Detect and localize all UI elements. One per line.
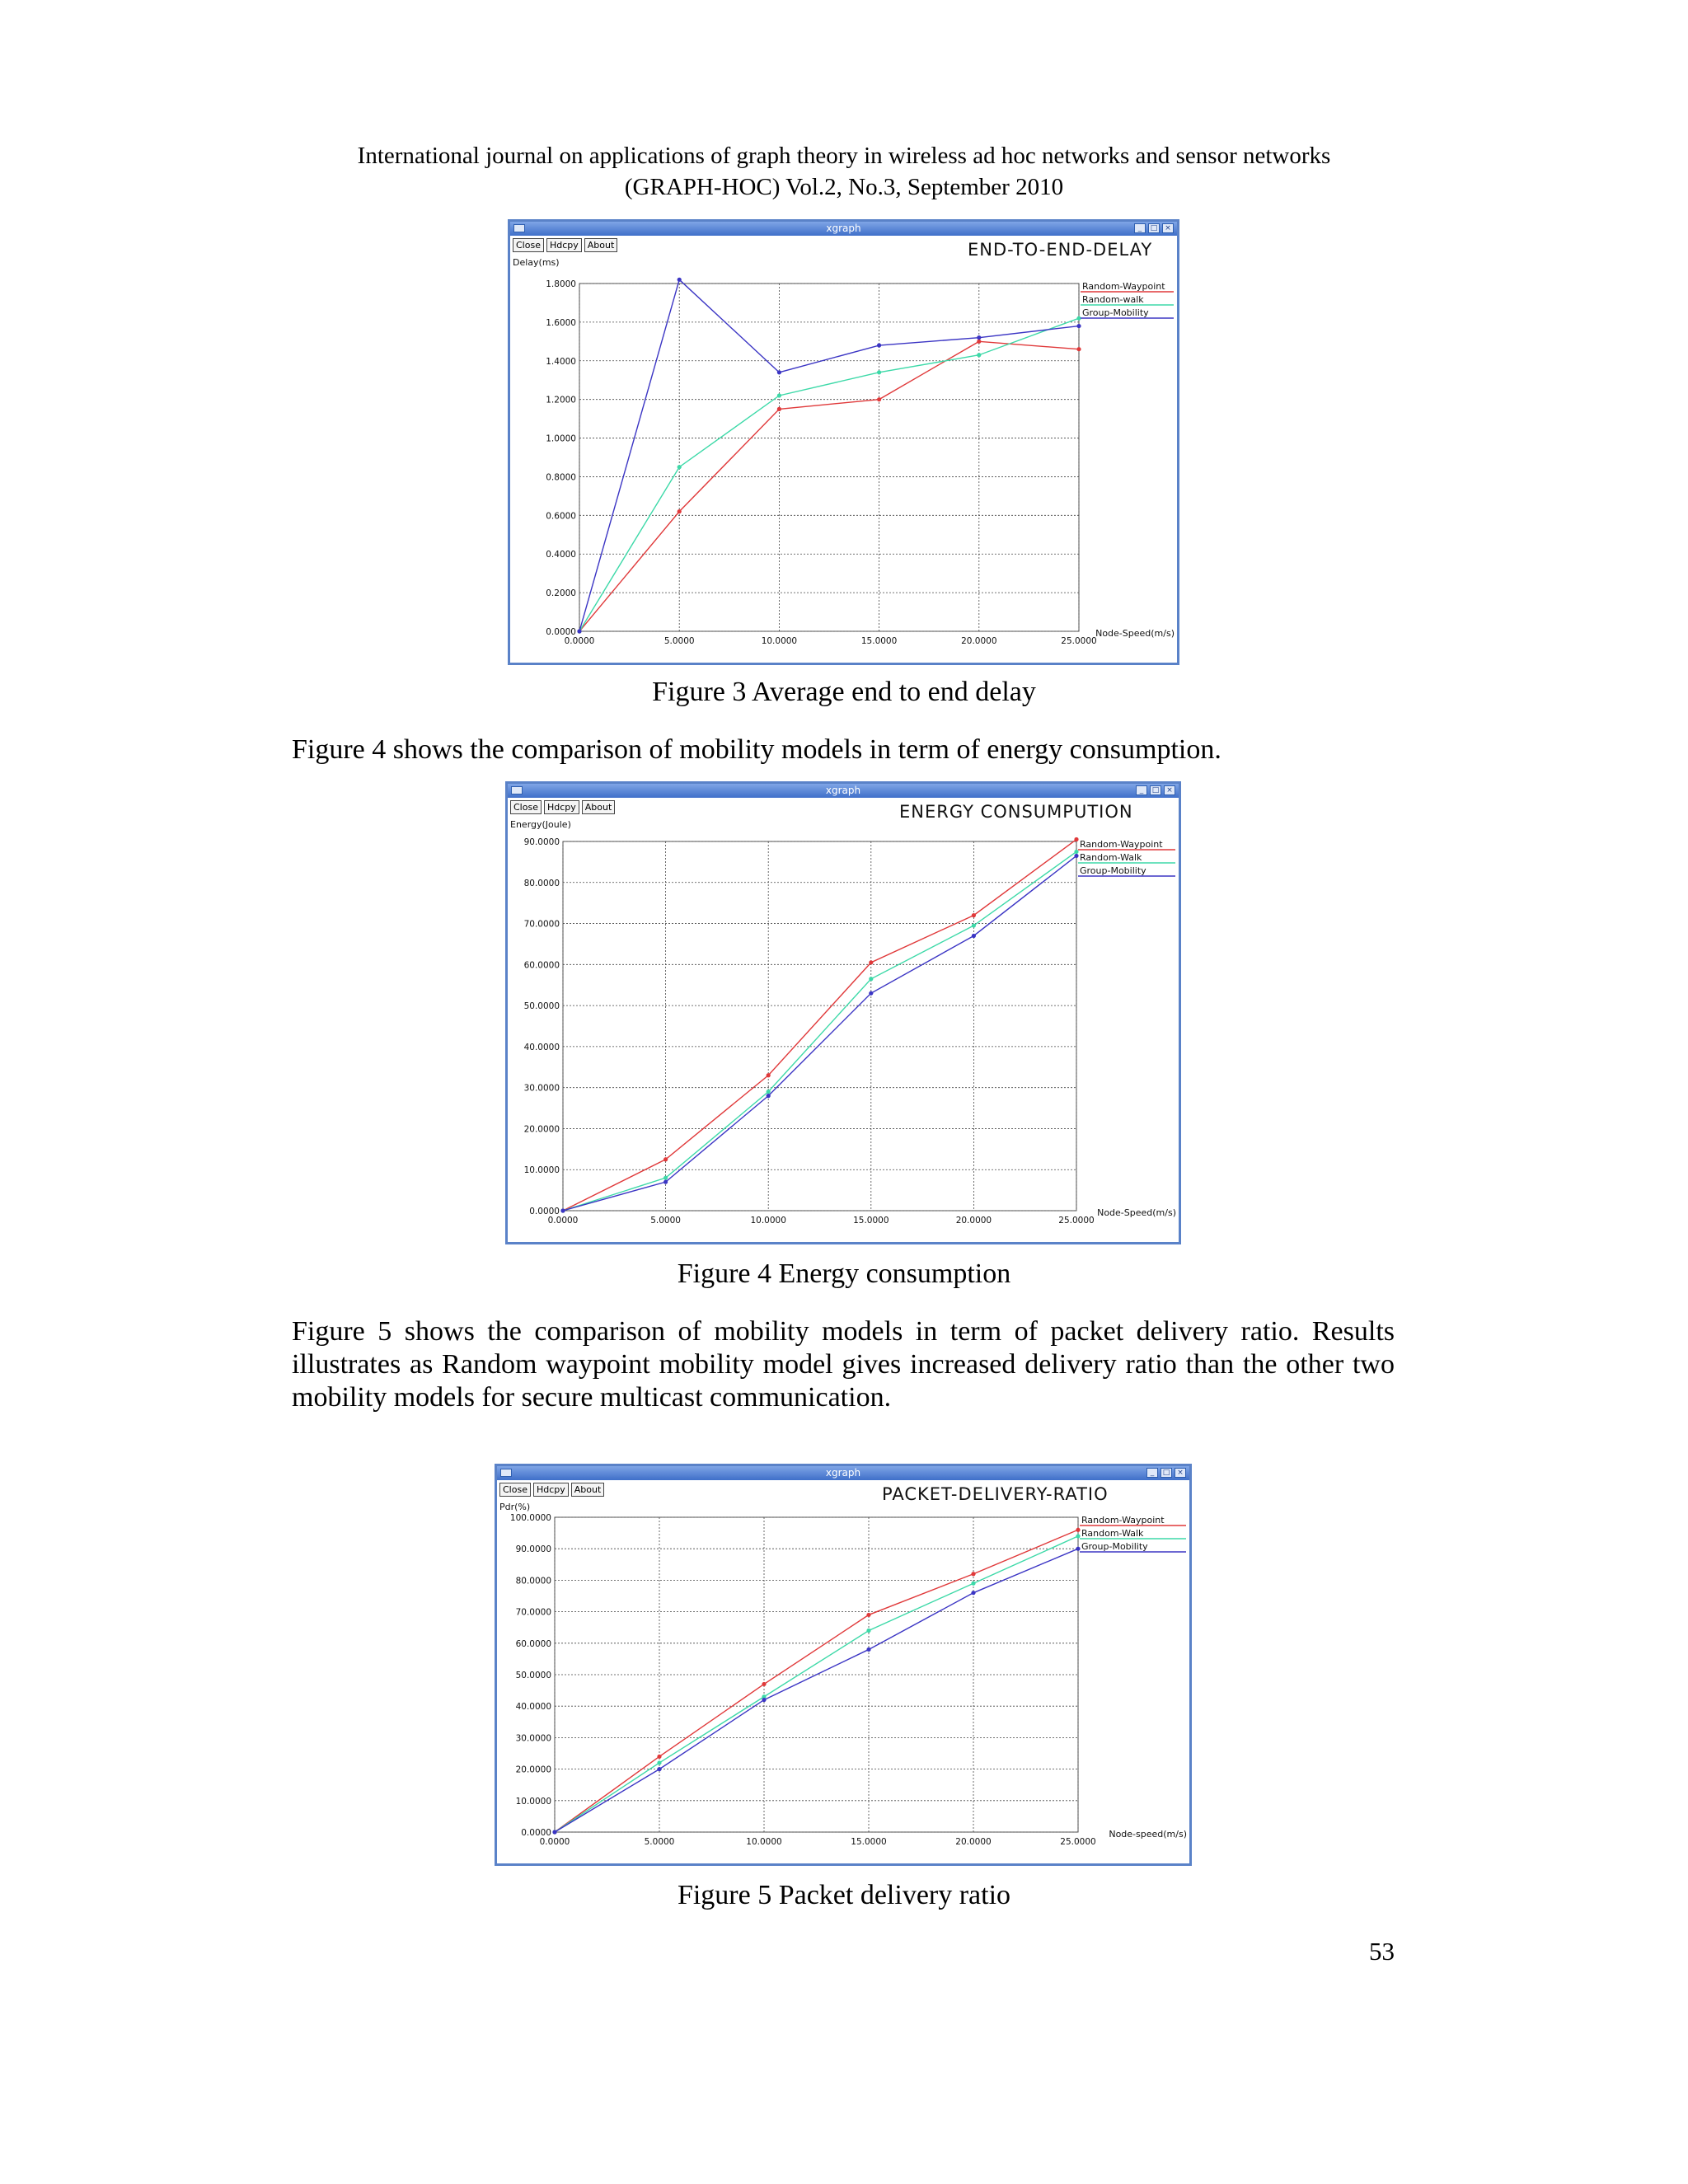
- data-point: [971, 1582, 975, 1586]
- data-point: [663, 1176, 668, 1180]
- legend-entry: Random-Walk: [1080, 852, 1142, 863]
- y-tick-label: 60.0000: [523, 960, 560, 971]
- close-icon[interactable]: ×: [1175, 1468, 1186, 1478]
- data-point: [777, 407, 781, 411]
- data-point: [877, 397, 881, 401]
- x-tick-label: 10.0000: [750, 1216, 786, 1226]
- data-point: [678, 509, 682, 513]
- about-button[interactable]: About: [571, 1483, 605, 1497]
- close-button[interactable]: Close: [499, 1483, 531, 1497]
- data-point: [663, 1180, 668, 1184]
- legend-entry: Group-Mobility: [1082, 307, 1149, 318]
- x-axis-label: Node-Speed(m/s): [1095, 628, 1175, 639]
- data-point: [767, 1094, 771, 1098]
- data-point: [877, 370, 881, 374]
- series-line: [563, 855, 1076, 1211]
- data-point: [1074, 850, 1078, 854]
- y-tick-label: 1.2000: [546, 395, 576, 405]
- x-tick-label: 15.0000: [860, 636, 898, 646]
- y-tick-label: 80.0000: [523, 878, 560, 888]
- figure3-caption: Figure 3 Average end to end delay: [652, 677, 1036, 707]
- maximize-icon[interactable]: □: [1160, 1468, 1172, 1478]
- data-point: [869, 977, 873, 981]
- data-point: [1076, 316, 1081, 321]
- y-tick-label: 70.0000: [523, 919, 560, 930]
- chart-plot: [510, 222, 1177, 663]
- y-tick-label: 70.0000: [515, 1607, 551, 1618]
- about-button[interactable]: About: [582, 800, 616, 814]
- page-number: 53: [1369, 1937, 1395, 1966]
- data-point: [767, 1073, 771, 1077]
- y-tick-label: 0.4000: [546, 550, 576, 560]
- series-line: [555, 1530, 1078, 1832]
- data-point: [869, 960, 873, 964]
- window-title: xgraph: [825, 785, 861, 796]
- close-icon[interactable]: ×: [1162, 223, 1174, 233]
- data-point: [1076, 1528, 1080, 1532]
- x-tick-label: 25.0000: [1061, 636, 1097, 646]
- y-tick-label: 30.0000: [523, 1083, 560, 1094]
- y-tick-label: 10.0000: [523, 1165, 560, 1176]
- data-point: [663, 1157, 668, 1161]
- legend-entry: Group-Mobility: [1080, 865, 1146, 876]
- data-point: [866, 1647, 870, 1652]
- x-tick-label: 0.0000: [547, 1216, 579, 1226]
- chart-title: ENERGY CONSUMPUTION: [899, 802, 1133, 822]
- data-point: [657, 1755, 661, 1759]
- data-point: [678, 465, 682, 469]
- data-point: [1074, 837, 1078, 841]
- figure5-xgraph-window: [495, 1464, 1192, 1866]
- y-tick-label: 1.8000: [546, 279, 576, 289]
- maximize-icon[interactable]: □: [1148, 223, 1160, 233]
- x-tick-label: 5.0000: [644, 1837, 675, 1847]
- x-tick-label: 20.0000: [955, 1216, 992, 1226]
- paragraph-figure5: Figure 5 shows the comparison of mobility models in term of packet delivery ratio. Results illustrates as Random waypoint mobility model gives increased delivery ratio than the other two mobility models for secure multicast communication.: [292, 1316, 1395, 1413]
- y-tick-label: 1.4000: [546, 356, 576, 367]
- y-tick-label: 20.0000: [515, 1765, 551, 1775]
- data-point: [972, 913, 976, 917]
- data-point: [777, 370, 781, 374]
- y-tick-label: 90.0000: [523, 837, 560, 847]
- legend-entry: Random-Walk: [1081, 1528, 1144, 1539]
- maximize-icon[interactable]: □: [1150, 785, 1161, 795]
- figure5-caption: Figure 5 Packet delivery ratio: [677, 1880, 1011, 1910]
- data-point: [762, 1682, 766, 1686]
- close-button[interactable]: Close: [513, 238, 544, 252]
- x-tick-label: 0.0000: [564, 636, 595, 646]
- legend-entry: Group-Mobility: [1081, 1541, 1148, 1552]
- chart-plot: [508, 784, 1179, 1242]
- y-tick-label: 40.0000: [515, 1702, 551, 1713]
- data-point: [972, 934, 976, 938]
- x-axis-label: Node-speed(m/s): [1109, 1829, 1187, 1840]
- y-tick-label: 30.0000: [515, 1733, 551, 1744]
- y-tick-label: 0.0000: [546, 627, 576, 637]
- window-title: xgraph: [826, 223, 861, 234]
- data-point: [977, 340, 981, 344]
- x-tick-label: 0.0000: [539, 1837, 570, 1847]
- plot-frame: [579, 284, 1079, 631]
- data-point: [1076, 1534, 1080, 1538]
- y-tick-label: 100.0000: [509, 1513, 551, 1523]
- series-line: [555, 1549, 1078, 1832]
- data-point: [577, 629, 581, 633]
- y-tick-label: 1.6000: [546, 317, 576, 328]
- running-header-line2: (GRAPH-HOC) Vol.2, No.3, September 2010: [624, 174, 1064, 200]
- chart-title: END-TO-END-DELAY: [968, 240, 1153, 260]
- paragraph-figure4: Figure 4 shows the comparison of mobility models in term of energy consumption.: [292, 734, 1221, 765]
- minimize-icon[interactable]: _: [1134, 223, 1146, 233]
- y-tick-label: 80.0000: [515, 1576, 551, 1586]
- y-tick-label: 1.0000: [546, 434, 576, 444]
- y-tick-label: 0.8000: [546, 472, 576, 483]
- data-point: [971, 1591, 975, 1595]
- y-tick-label: 50.0000: [515, 1671, 551, 1680]
- data-point: [762, 1698, 766, 1702]
- figure4-caption: Figure 4 Energy consumption: [677, 1258, 1011, 1289]
- data-point: [560, 1208, 565, 1212]
- y-tick-label: 0.2000: [546, 588, 576, 599]
- x-tick-label: 15.0000: [851, 1837, 887, 1847]
- y-axis-label: Energy(Joule): [510, 819, 571, 830]
- x-tick-label: 5.0000: [663, 636, 695, 646]
- close-button[interactable]: Close: [510, 800, 542, 814]
- data-point: [657, 1767, 661, 1771]
- hdcpy-button[interactable]: Hdcpy: [533, 1483, 569, 1497]
- x-tick-label: 10.0000: [761, 636, 798, 646]
- chart-title: PACKET-DELIVERY-RATIO: [882, 1484, 1109, 1504]
- x-tick-label: 10.0000: [746, 1837, 782, 1847]
- y-tick-label: 0.6000: [546, 511, 576, 522]
- data-point: [972, 923, 976, 927]
- series-line: [563, 840, 1076, 1211]
- x-tick-label: 25.0000: [1060, 1837, 1096, 1847]
- data-point: [866, 1613, 870, 1617]
- y-tick-label: 20.0000: [523, 1124, 560, 1135]
- data-point: [1074, 854, 1078, 858]
- close-icon[interactable]: ×: [1164, 785, 1175, 795]
- x-tick-label: 5.0000: [650, 1216, 681, 1226]
- data-point: [866, 1629, 870, 1633]
- y-tick-label: 90.0000: [515, 1544, 551, 1555]
- data-point: [977, 353, 981, 357]
- data-point: [1076, 347, 1081, 351]
- data-point: [869, 991, 873, 996]
- series-line: [579, 341, 1079, 631]
- x-tick-label: 20.0000: [955, 1837, 992, 1847]
- x-tick-label: 20.0000: [961, 636, 997, 646]
- series-line: [579, 279, 1079, 631]
- data-point: [977, 335, 981, 340]
- data-point: [1076, 324, 1081, 328]
- series-line: [579, 318, 1079, 631]
- x-tick-label: 15.0000: [853, 1216, 889, 1226]
- y-tick-label: 60.0000: [515, 1638, 551, 1649]
- legend-entry: Random-Waypoint: [1082, 281, 1165, 292]
- y-tick-label: 40.0000: [523, 1042, 560, 1052]
- legend-entry: Random-walk: [1082, 294, 1144, 305]
- chart-plot: [497, 1466, 1189, 1863]
- figure3-xgraph-window: [508, 219, 1179, 665]
- legend-entry: Random-Waypoint: [1081, 1515, 1165, 1526]
- minimize-icon[interactable]: _: [1146, 1468, 1158, 1478]
- window-title: xgraph: [825, 1467, 861, 1479]
- data-point: [767, 1090, 771, 1094]
- running-header-line1: International journal on applications of graph theory in wireless ad hoc networks and sensor networks: [357, 143, 1331, 169]
- data-point: [678, 278, 682, 282]
- minimize-icon[interactable]: _: [1136, 785, 1147, 795]
- y-axis-label: Pdr(%): [499, 1502, 531, 1512]
- data-point: [877, 343, 881, 347]
- series-line: [563, 851, 1076, 1211]
- figure4-xgraph-window: [505, 781, 1181, 1244]
- y-tick-label: 50.0000: [523, 1001, 560, 1012]
- data-point: [552, 1830, 556, 1834]
- x-tick-label: 25.0000: [1058, 1216, 1095, 1226]
- y-axis-label: Delay(ms): [513, 257, 560, 268]
- y-tick-label: 0.0000: [529, 1207, 560, 1216]
- about-button[interactable]: About: [584, 238, 618, 252]
- y-tick-label: 0.0000: [521, 1828, 551, 1838]
- data-point: [1076, 1547, 1080, 1551]
- data-point: [777, 393, 781, 397]
- data-point: [657, 1760, 661, 1765]
- legend-entry: Random-Waypoint: [1080, 839, 1163, 850]
- hdcpy-button[interactable]: Hdcpy: [544, 800, 579, 814]
- y-tick-label: 10.0000: [515, 1796, 551, 1807]
- x-axis-label: Node-Speed(m/s): [1097, 1207, 1176, 1218]
- data-point: [971, 1572, 975, 1576]
- hdcpy-button[interactable]: Hdcpy: [546, 238, 582, 252]
